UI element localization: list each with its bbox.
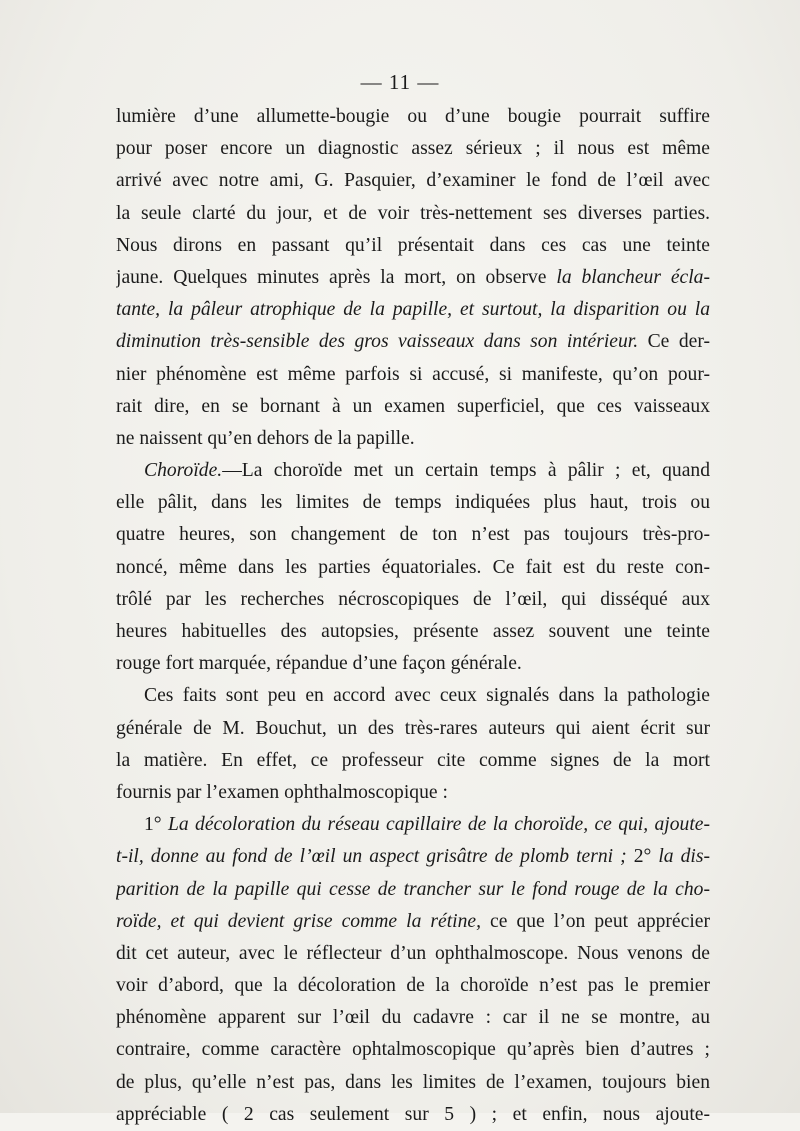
roman-text: jaune. Quelques minutes après la mort, on observe <box>116 266 557 288</box>
roman-text: trôlé par les recherches nécroscopiques de l’œil, qui disséqué aux <box>116 588 710 610</box>
italic-text: Choroïde. <box>144 460 223 482</box>
text-line <box>116 938 710 970</box>
text-line <box>116 1034 710 1066</box>
roman-text: arrivé avec notre ami, G. Pasquier, d’examiner le fond de l’œil avec <box>116 170 710 192</box>
text-line <box>116 1099 710 1131</box>
text-line <box>116 841 710 873</box>
text-line <box>116 1002 710 1034</box>
roman-text: noncé, même dans les parties équatoriales. Ce fait est du reste con- <box>116 556 710 578</box>
roman-text: ce que l’on peut apprécier <box>481 910 710 932</box>
text-line <box>116 101 710 133</box>
roman-text: de plus, qu’elle n’est pas, dans les limites de l’examen, toujours bien <box>116 1071 710 1093</box>
text-line <box>116 584 710 616</box>
roman-text: lumière d’une allumette-bougie ou d’une bougie pourrait suffire <box>116 106 710 127</box>
text-line <box>116 552 710 584</box>
roman-text: quatre heures, son changement de ton n’est pas toujours très-pro- <box>116 524 710 546</box>
text-line <box>116 133 710 165</box>
roman-text: 1° <box>144 814 168 836</box>
text-line <box>116 906 710 938</box>
body-text <box>116 101 710 1131</box>
text-line <box>116 680 710 712</box>
text-line <box>116 970 710 1002</box>
roman-text: appréciable ( 2 cas seulement sur 5 ) ; et enfin, nous ajoute- <box>116 1103 710 1125</box>
roman-text: —La choroïde met un certain temps à pâlir ; et, quand <box>222 460 710 482</box>
roman-text: générale de M. Bouchut, un des très-rares auteurs qui aient écrit sur <box>116 717 710 739</box>
roman-text: Ce der- <box>638 331 710 353</box>
italic-text: la blancheur écla- <box>556 266 710 288</box>
text-line <box>116 713 710 745</box>
text-line <box>116 777 710 809</box>
text-line <box>116 326 710 358</box>
italic-text: diminution très-sensible des gros vaisseaux dans son intérieur. <box>116 331 639 353</box>
text-line <box>116 648 710 680</box>
text-line <box>116 294 710 326</box>
page-number: — 11 — <box>360 70 440 94</box>
italic-text: t-il, donne au fond de l’œil un aspect grisâtre de plomb terni ; <box>116 846 627 868</box>
text-line <box>116 198 710 230</box>
text-line <box>116 359 710 391</box>
text-line <box>116 262 710 294</box>
roman-text: 2° <box>626 846 659 868</box>
text-line <box>116 455 710 487</box>
roman-text: Ces faits sont peu en accord avec ceux signalés dans la pathologie <box>144 685 710 707</box>
text-line <box>116 616 710 648</box>
text-line <box>116 230 710 262</box>
roman-text: rouge fort marquée, répandue d’une façon générale. <box>116 653 522 675</box>
text-line <box>116 809 710 841</box>
italic-text: parition de la papille qui cesse de trancher sur le fond rouge de la cho- <box>116 878 710 900</box>
italic-text: La décoloration du réseau capillaire de la choroïde, ce qui, ajoute- <box>167 814 710 836</box>
roman-text: Nous dirons en passant qu’il présentait dans ces cas une teinte <box>116 234 710 256</box>
italic-text: roïde, et qui devient grise comme la rétine, <box>116 910 481 932</box>
roman-text: fournis par l’examen ophthalmoscopique : <box>116 781 448 803</box>
roman-text: elle pâlit, dans les limites de temps indiquées plus haut, trois ou <box>116 492 710 514</box>
roman-text: rait dire, en se bornant à un examen superficiel, que ces vaisseaux <box>116 395 710 417</box>
roman-text: contraire, comme caractère ophtalmoscopique qu’après bien d’autres ; <box>116 1039 710 1061</box>
text-line <box>116 487 710 519</box>
roman-text: pour poser encore un diagnostic assez sérieux ; il nous est même <box>116 138 710 160</box>
italic-text: la dis- <box>658 846 710 868</box>
text-line <box>116 423 710 455</box>
roman-text: ne naissent qu’en dehors de la papille. <box>116 427 415 449</box>
text-line <box>116 165 710 197</box>
roman-text: phénomène apparent sur l’œil du cadavre : car il ne se montre, au <box>116 1007 710 1029</box>
text-line <box>116 874 710 906</box>
roman-text: dit cet auteur, avec le réflecteur d’un ophthalmoscope. Nous venons de <box>116 942 710 964</box>
roman-text: voir d’abord, que la décoloration de la choroïde n’est pas le premier <box>116 975 710 997</box>
text-line <box>116 391 710 423</box>
text-line <box>116 745 710 777</box>
text-line <box>116 519 710 551</box>
roman-text: la matière. En effet, ce professeur cite comme signes de la mort <box>116 749 710 771</box>
roman-text: nier phénomène est même parfois si accusé, si manifeste, qu’on pour- <box>116 363 710 385</box>
roman-text: la seule clarté du jour, et de voir très-nettement ses diverses parties. <box>116 202 710 224</box>
roman-text: heures habituelles des autopsies, présente assez souvent une teinte <box>116 621 710 642</box>
italic-text: tante, la pâleur atrophique de la papille, et surtout, la disparition ou la <box>116 299 710 321</box>
text-line <box>116 1067 710 1099</box>
